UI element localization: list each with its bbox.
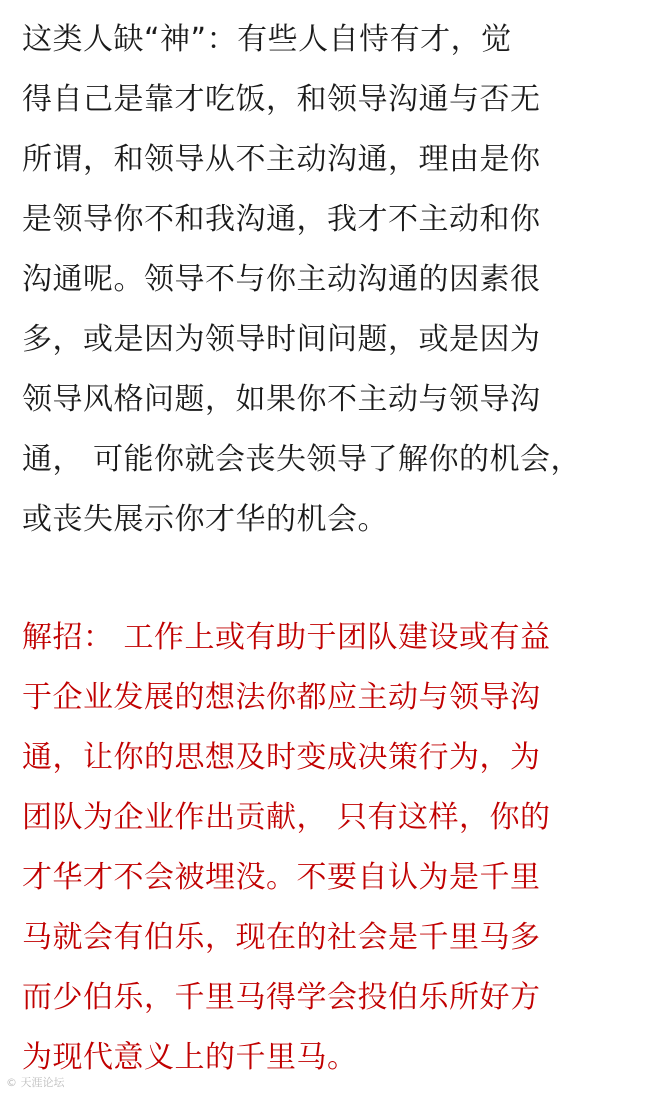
solution-line: 为现代意义上的千里马。 bbox=[22, 1040, 358, 1075]
body-paragraph bbox=[22, 10, 642, 550]
text-line: 或丧失展示你才华的机会。 bbox=[22, 502, 388, 537]
solution-line: 马就会有伯乐，现在的社会是千里马多 bbox=[22, 920, 541, 955]
solution-line: 才华才不会被埋没。不要自认为是千里 bbox=[22, 860, 541, 895]
text-line: 是领导你不和我沟通，我才不主动和你 bbox=[22, 202, 541, 237]
solution-line: 团队为企业作出贡献， 只有这样，你的 bbox=[22, 800, 551, 835]
solution-line: 于企业发展的想法你都应主动与领导沟 bbox=[22, 680, 541, 715]
solution-paragraph bbox=[22, 608, 642, 1088]
text-line: 多，或是因为领导时间问题，或是因为 bbox=[22, 322, 541, 357]
solution-line: 通，让你的思想及时变成决策行为，为 bbox=[22, 740, 541, 775]
text-line: 通， 可能你就会丧失领导了解你的机会， bbox=[22, 442, 582, 477]
text-line: 这类人缺“神”：有些人自恃有才，觉 bbox=[22, 22, 512, 57]
watermark: © 天涯论坛 bbox=[6, 1076, 65, 1089]
text-line: 得自己是靠才吃饭，和领导沟通与否无 bbox=[22, 82, 541, 117]
text-line: 领导风格问题，如果你不主动与领导沟 bbox=[22, 382, 541, 417]
solution-line: 而少伯乐，千里马得学会投伯乐所好方 bbox=[22, 980, 541, 1015]
text-line: 沟通呢。领导不与你主动沟通的因素很 bbox=[22, 262, 541, 297]
solution-line: 解招： 工作上或有助于团队建设或有益 bbox=[22, 620, 551, 655]
text-line: 所谓，和领导从不主动沟通，理由是你 bbox=[22, 142, 541, 177]
